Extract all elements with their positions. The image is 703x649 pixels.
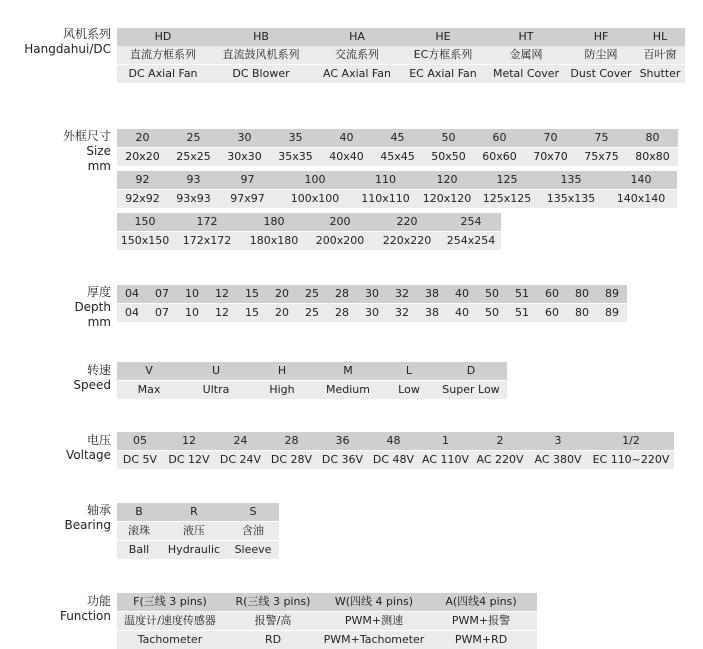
speed-code-cell: U — [211, 364, 221, 377]
depth-value-cell: 25 — [305, 306, 319, 319]
series-en-cell: Dust Cover — [570, 67, 632, 80]
function-code-cell: W(四线 4 pins) — [334, 595, 414, 608]
size-code-cell: 70 — [543, 131, 558, 144]
size-code-cell: 35 — [288, 131, 303, 144]
voltage-label-zh: 电压 — [86, 433, 111, 447]
size-dim-cell: 220x220 — [382, 234, 432, 247]
size-code-cell: 100 — [304, 173, 326, 186]
size-dim-cell: 110x110 — [361, 192, 410, 205]
bearing-label-en: Bearing — [64, 518, 111, 532]
bearing-code-cell: S — [249, 505, 257, 518]
size-dim-cell: 60x60 — [482, 150, 517, 163]
depth-value-cell: 80 — [575, 306, 589, 319]
voltage-code-cell: 3 — [554, 434, 562, 447]
speed-label-zh: 转速 — [86, 363, 111, 377]
function-zh-cell: PWM+测速 — [344, 614, 404, 627]
voltage-label — [0, 433, 111, 463]
size-code-cell: 25 — [186, 131, 201, 144]
size-dim-cell: 120x120 — [422, 192, 472, 205]
size-dim-cell: 92x92 — [125, 192, 160, 205]
size-code-cell: 220 — [396, 215, 418, 228]
series-en-cell: AC Axial Fan — [323, 67, 391, 80]
series-code-row — [117, 28, 685, 46]
bearing-row-en — [117, 541, 279, 559]
function-zh-cell: PWM+报警 — [451, 614, 511, 627]
voltage-value-cell: AC 380V — [534, 453, 582, 466]
speed-code-cell: M — [343, 364, 353, 377]
depth-code-cell: 10 — [185, 287, 199, 300]
size-dim-cell: 150x150 — [120, 234, 170, 247]
voltage-code-cell: 28 — [284, 434, 299, 447]
depth-value-cell: 89 — [605, 306, 619, 319]
speed-label-en: Speed — [73, 378, 111, 392]
function-row-en — [117, 631, 537, 649]
voltage-value-cell: DC 12V — [168, 453, 210, 466]
speed-code-cell: H — [277, 364, 287, 377]
voltage-value-cell: DC 24V — [219, 453, 262, 466]
size-code-cell: 180 — [263, 215, 285, 228]
voltage-code-cell: 2 — [496, 434, 504, 447]
speed-name-cell: Low — [398, 383, 420, 396]
depth-value-cell: 50 — [485, 306, 499, 319]
size-dim-cell: 254x254 — [446, 234, 496, 247]
depth-code-cell: 15 — [245, 287, 259, 300]
bearing-code-cell: B — [135, 505, 143, 518]
size-row2-codes — [117, 171, 677, 189]
size-dim-cell: 25x25 — [176, 150, 211, 163]
depth-value-cell: 38 — [425, 306, 439, 319]
depth-row-values — [117, 304, 627, 322]
size-dim-cell: 140x140 — [616, 192, 666, 205]
voltage-value-cell: DC 36V — [321, 453, 364, 466]
voltage-label-en: Voltage — [65, 448, 111, 462]
function-en-cell: RD — [264, 633, 282, 646]
depth-label-en: Depth — [74, 300, 111, 314]
series-label-zh: 风机系列 — [62, 27, 111, 41]
bearing-label — [0, 503, 111, 533]
series-code-cell: HT — [518, 30, 534, 43]
speed-name-cell: Super Low — [442, 383, 500, 396]
series-zh-cell: 直流方框系列 — [130, 48, 196, 61]
function-code-cell: R(三线 3 pins) — [235, 595, 311, 608]
size-code-cell: 30 — [237, 131, 252, 144]
size-code-cell: 45 — [390, 131, 405, 144]
size-dim-cell: 200x200 — [315, 234, 365, 247]
depth-code-cell: 20 — [275, 287, 289, 300]
size-row1-dims — [117, 148, 678, 166]
function-label-zh: 功能 — [86, 594, 111, 608]
series-label-en: Hangdahui/DC — [24, 42, 111, 56]
voltage-row-codes — [117, 432, 674, 450]
series-label — [0, 27, 111, 57]
size-row2-dims — [117, 190, 677, 208]
depth-value-cell: 04 — [125, 306, 139, 319]
size-row3-dims — [117, 232, 501, 250]
depth-code-cell: 12 — [215, 287, 229, 300]
voltage-code-cell: 05 — [133, 434, 147, 447]
voltage-value-cell: DC 28V — [270, 453, 313, 466]
depth-code-cell: 30 — [365, 287, 379, 300]
depth-value-cell: 10 — [185, 306, 199, 319]
size-code-cell: 135 — [560, 173, 582, 186]
voltage-value-cell: DC 48V — [372, 453, 415, 466]
size-dim-cell: 70x70 — [533, 150, 568, 163]
function-zh-cell: 报警/高 — [254, 614, 292, 627]
size-dim-cell: 30x30 — [227, 150, 262, 163]
size-code-cell: 254 — [460, 215, 482, 228]
depth-code-cell: 89 — [605, 287, 619, 300]
depth-value-cell: 28 — [335, 306, 349, 319]
size-dim-cell: 35x35 — [278, 150, 313, 163]
depth-value-cell: 20 — [275, 306, 289, 319]
size-dim-cell: 20x20 — [125, 150, 160, 163]
voltage-value-cell: EC 110~220V — [592, 453, 670, 466]
size-code-cell: 75 — [594, 131, 609, 144]
depth-value-cell: 15 — [245, 306, 259, 319]
size-code-cell: 93 — [186, 173, 201, 186]
size-dim-cell: 45x45 — [380, 150, 415, 163]
depth-code-cell: 07 — [155, 287, 169, 300]
series-en-cell: Shutter — [639, 67, 681, 80]
speed-row-names — [117, 381, 507, 399]
depth-code-cell: 38 — [425, 287, 439, 300]
depth-label-zh: 厚度 — [86, 285, 111, 299]
series-code-cell: HD — [154, 30, 172, 43]
speed-name-cell: Ultra — [202, 383, 230, 396]
series-en-cell: EC Axial Fan — [409, 67, 477, 80]
series-zh-cell: 防尘网 — [584, 48, 618, 61]
function-row-codes — [117, 593, 537, 611]
depth-value-cell: 60 — [545, 306, 559, 319]
size-dim-cell: 93x93 — [176, 192, 211, 205]
series-zh-cell: EC方框系列 — [413, 48, 473, 61]
speed-name-cell: High — [269, 383, 295, 396]
series-zh-row — [117, 46, 685, 64]
depth-value-cell: 12 — [215, 306, 229, 319]
series-zh-cell: 交流系列 — [335, 48, 379, 61]
depth-value-cell: 30 — [365, 306, 379, 319]
size-dim-cell: 97x97 — [230, 192, 265, 205]
series-code-cell: HL — [652, 30, 668, 43]
size-code-cell: 97 — [240, 173, 255, 186]
voltage-code-cell: 24 — [233, 434, 248, 447]
function-code-cell: A(四线4 pins) — [445, 595, 517, 608]
series-code-cell: HB — [253, 30, 269, 43]
bearing-row-codes — [117, 503, 279, 521]
size-label-zh: 外框尺寸 — [62, 129, 111, 143]
bearing-code-cell: R — [190, 505, 198, 518]
size-code-cell: 200 — [329, 215, 351, 228]
voltage-code-cell: 1 — [442, 434, 449, 447]
function-label-en: Function — [59, 609, 111, 623]
voltage-row-values — [117, 451, 674, 469]
function-zh-cell: 温度计/速度传感器 — [124, 614, 216, 627]
series-code-cell: HE — [435, 30, 451, 43]
function-en-cell: PWM+RD — [454, 633, 508, 646]
depth-code-cell: 32 — [395, 287, 409, 300]
depth-value-cell: 07 — [155, 306, 169, 319]
size-dim-cell: 135x135 — [546, 192, 596, 205]
voltage-code-cell: 36 — [335, 434, 350, 447]
voltage-code-cell: 48 — [386, 434, 401, 447]
size-code-cell: 60 — [492, 131, 507, 144]
size-dim-cell: 100x100 — [290, 192, 340, 205]
size-code-cell: 140 — [630, 173, 652, 186]
depth-label-unit: mm — [87, 315, 111, 329]
size-code-cell: 50 — [441, 131, 456, 144]
bearing-zh-cell: 液压 — [183, 524, 205, 537]
depth-code-cell: 28 — [335, 287, 349, 300]
function-code-cell: F(三线 3 pins) — [133, 595, 207, 608]
depth-code-cell: 04 — [125, 287, 139, 300]
bearing-en-cell: Ball — [128, 543, 150, 556]
voltage-code-cell: 12 — [182, 434, 196, 447]
series-en-cell: DC Axial Fan — [128, 67, 198, 80]
series-en-row — [117, 65, 685, 83]
depth-code-cell: 80 — [575, 287, 589, 300]
size-dim-cell: 50x50 — [431, 150, 466, 163]
depth-code-cell: 25 — [305, 287, 319, 300]
function-en-cell: PWM+Tachometer — [323, 633, 425, 646]
bearing-zh-cell: 含油 — [242, 524, 264, 537]
series-zh-cell: 直流鼓风机系列 — [222, 48, 300, 61]
series-en-cell: Metal Cover — [492, 67, 560, 80]
size-dim-cell: 180x180 — [249, 234, 299, 247]
voltage-code-cell: 1/2 — [622, 434, 640, 447]
size-row3-codes — [117, 213, 501, 231]
depth-value-cell: 40 — [455, 306, 469, 319]
voltage-value-cell: AC 110V — [421, 453, 470, 466]
bearing-row-zh — [117, 522, 279, 540]
depth-value-cell: 51 — [515, 306, 529, 319]
depth-row-codes — [117, 285, 627, 303]
voltage-value-cell: DC 5V — [122, 453, 158, 466]
speed-name-cell: Medium — [326, 383, 370, 396]
size-dim-cell: 40x40 — [329, 150, 364, 163]
size-label-en: Size — [86, 144, 111, 158]
series-code-cell: HF — [593, 30, 609, 43]
speed-code-cell: V — [145, 364, 153, 377]
series-zh-cell: 百叶窗 — [643, 48, 677, 61]
size-code-cell: 125 — [496, 173, 518, 186]
size-label — [0, 129, 111, 174]
voltage-value-cell: AC 220V — [476, 453, 524, 466]
size-code-cell: 172 — [196, 215, 218, 228]
size-code-cell: 40 — [339, 131, 354, 144]
depth-code-cell: 40 — [455, 287, 469, 300]
function-en-cell: Tachometer — [137, 633, 203, 646]
speed-code-cell: L — [405, 364, 413, 377]
bearing-en-cell: Hydraulic — [167, 543, 221, 556]
series-en-cell: DC Blower — [232, 67, 290, 80]
size-dim-cell: 172x172 — [182, 234, 232, 247]
size-dim-cell: 80x80 — [635, 150, 670, 163]
series-code-cell: HA — [349, 30, 365, 43]
function-label — [0, 594, 111, 624]
size-code-cell: 120 — [436, 173, 458, 186]
speed-label — [0, 363, 111, 393]
size-code-cell: 110 — [375, 173, 396, 186]
size-row1-codes — [117, 129, 678, 147]
size-code-cell: 92 — [135, 173, 150, 186]
speed-code-cell: D — [466, 364, 476, 377]
depth-code-cell: 50 — [485, 287, 499, 300]
depth-label — [0, 285, 111, 330]
depth-code-cell: 51 — [515, 287, 529, 300]
depth-code-cell: 60 — [545, 287, 559, 300]
depth-value-cell: 32 — [395, 306, 409, 319]
bearing-label-zh: 轴承 — [86, 503, 111, 517]
size-label-unit: mm — [87, 159, 111, 173]
size-dim-cell: 75x75 — [584, 150, 619, 163]
size-code-cell: 80 — [645, 131, 660, 144]
bearing-en-cell: Sleeve — [234, 543, 272, 556]
size-dim-cell: 125x125 — [482, 192, 532, 205]
speed-row-codes — [117, 362, 507, 380]
size-code-cell: 150 — [134, 215, 156, 228]
series-zh-cell: 金属网 — [509, 48, 543, 61]
function-row-zh — [117, 612, 537, 630]
size-code-cell: 20 — [135, 131, 150, 144]
speed-name-cell: Max — [137, 383, 161, 396]
bearing-zh-cell: 滚珠 — [128, 524, 150, 537]
